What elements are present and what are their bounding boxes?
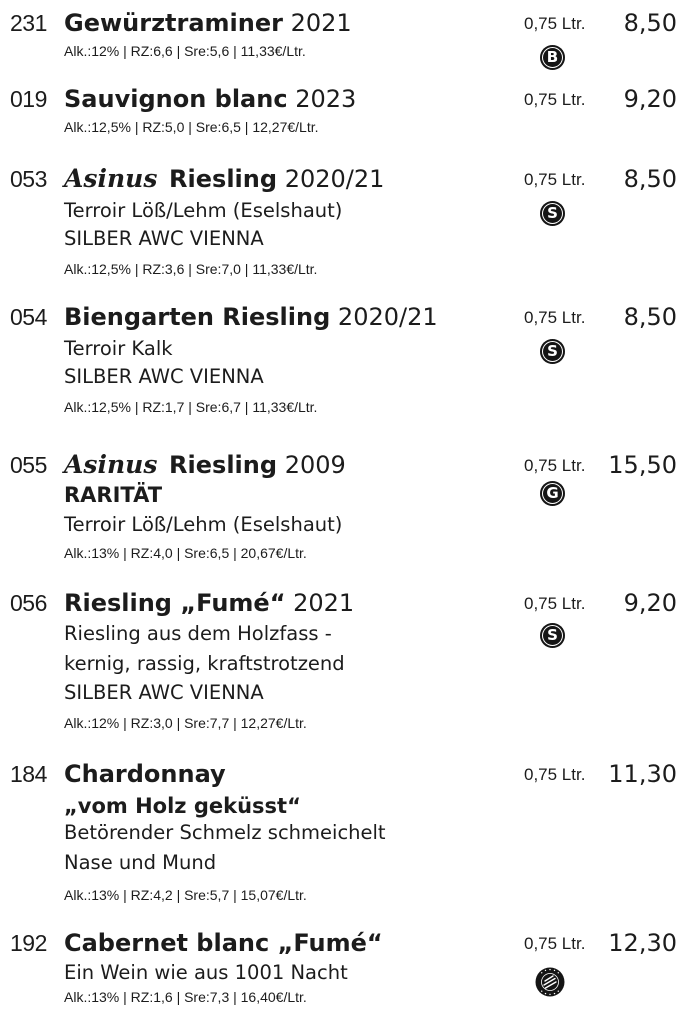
wine-title [64,928,383,958]
wine-volume: 0,75 Ltr. [524,14,586,33]
wine-price: 15,50 [608,451,677,479]
wine-title [64,588,354,618]
wine-year: 2020/21 [284,165,385,193]
wine-description-line: Betörender Schmelz schmeichelt [64,821,386,844]
wine-subtitle: „vom Holz geküsst“ [64,794,301,818]
wine-description-line: Riesling aus dem Holzfass - [64,622,332,645]
wine-description-line: Terroir Kalk [64,337,173,360]
wine-volume: 0,75 Ltr. [524,765,586,784]
wine-number: 055 [10,452,47,478]
wine-year: 2021 [290,9,352,37]
wine-volume: 0,75 Ltr. [524,90,586,109]
wine-price: 9,20 [623,589,677,617]
wine-description-line: Terroir Löß/Lehm (Eselshaut) [64,199,343,222]
gold-medal-icon: G [540,481,565,506]
wine-award-line: SILBER AWC VIENNA [64,365,264,388]
wine-specs: Alk.:13% | RZ:1,6 | Sre:7,3 | 16,40€/Ltr. [64,989,307,1005]
bronze-medal-icon: B [540,45,565,70]
wine-title [64,84,356,114]
wine-specs: Alk.:12% | RZ:3,0 | Sre:7,7 | 12,27€/Ltr. [64,715,307,731]
wine-volume: 0,75 Ltr. [524,170,586,189]
wine-number: 192 [10,930,47,956]
wine-title [64,759,226,789]
wine-name: Riesling [169,165,278,193]
wine-volume: 0,75 Ltr. [524,594,586,613]
wine-volume: 0,75 Ltr. [524,456,586,475]
wine-name: Cabernet blanc „Fumé“ [64,929,383,957]
silver-medal-icon: S [540,201,565,226]
wine-year: 2020/21 [337,303,438,331]
wine-price: 8,50 [623,303,677,331]
wine-number: 019 [10,86,47,112]
wine-number: 231 [10,10,47,36]
wine-volume: 0,75 Ltr. [524,308,586,327]
wine-number: 053 [10,166,47,192]
wine-award-line: SILBER AWC VIENNA [64,681,264,704]
wine-specs: Alk.:12,5% | RZ:1,7 | Sre:6,7 | 11,33€/Ltr. [64,399,318,415]
silver-medal-icon: S [540,339,565,364]
wine-specs: Alk.:13% | RZ:4,0 | Sre:6,5 | 20,67€/Ltr. [64,545,307,561]
wine-name: Sauvignon blanc [64,85,288,113]
wine-title [64,164,384,194]
wine-subtitle: RARITÄT [64,483,163,507]
wine-volume: 0,75 Ltr. [524,934,586,953]
wine-price: 11,30 [608,760,677,788]
wine-specs: Alk.:12% | RZ:6,6 | Sre:5,6 | 11,33€/Ltr. [64,43,306,59]
wine-number: 054 [10,304,47,330]
wine-description-line: Nase und Mund [64,851,217,874]
wine-name: Riesling „Fumé“ [64,589,286,617]
wine-name: Riesling [169,451,278,479]
zukunftsweine-seal-icon [535,967,565,997]
wine-specs: Alk.:13% | RZ:4,2 | Sre:5,7 | 15,07€/Ltr. [64,887,307,903]
wine-name: Biengarten Riesling [64,303,331,331]
wine-description-line: Ein Wein wie aus 1001 Nacht [64,961,348,984]
wine-title [64,450,346,480]
silver-medal-icon: S [540,623,565,648]
wine-year: 2021 [293,589,355,617]
wine-year: 2023 [295,85,357,113]
wine-price: 8,50 [623,165,677,193]
wine-name: Chardonnay [64,760,226,788]
wine-number: 184 [10,761,47,787]
wine-title [64,8,352,38]
brand-wordmark: Asinus [64,450,158,479]
wine-title [64,302,438,332]
brand-wordmark: Asinus [64,164,158,193]
wine-specs: Alk.:12,5% | RZ:3,6 | Sre:7,0 | 11,33€/Ltr. [64,261,318,277]
wine-description-line: kernig, rassig, kraftstrotzend [64,652,345,675]
wine-award-line: SILBER AWC VIENNA [64,227,264,250]
wine-specs: Alk.:12,5% | RZ:5,0 | Sre:6,5 | 12,27€/Ltr. [64,119,319,135]
wine-price: 8,50 [623,9,677,37]
wine-description-line: Terroir Löß/Lehm (Eselshaut) [64,513,343,536]
wine-price: 9,20 [623,85,677,113]
wine-price: 12,30 [608,929,677,957]
wine-number: 056 [10,590,47,616]
wine-year: 2009 [284,451,346,479]
wine-name: Gewürztraminer [64,9,283,37]
